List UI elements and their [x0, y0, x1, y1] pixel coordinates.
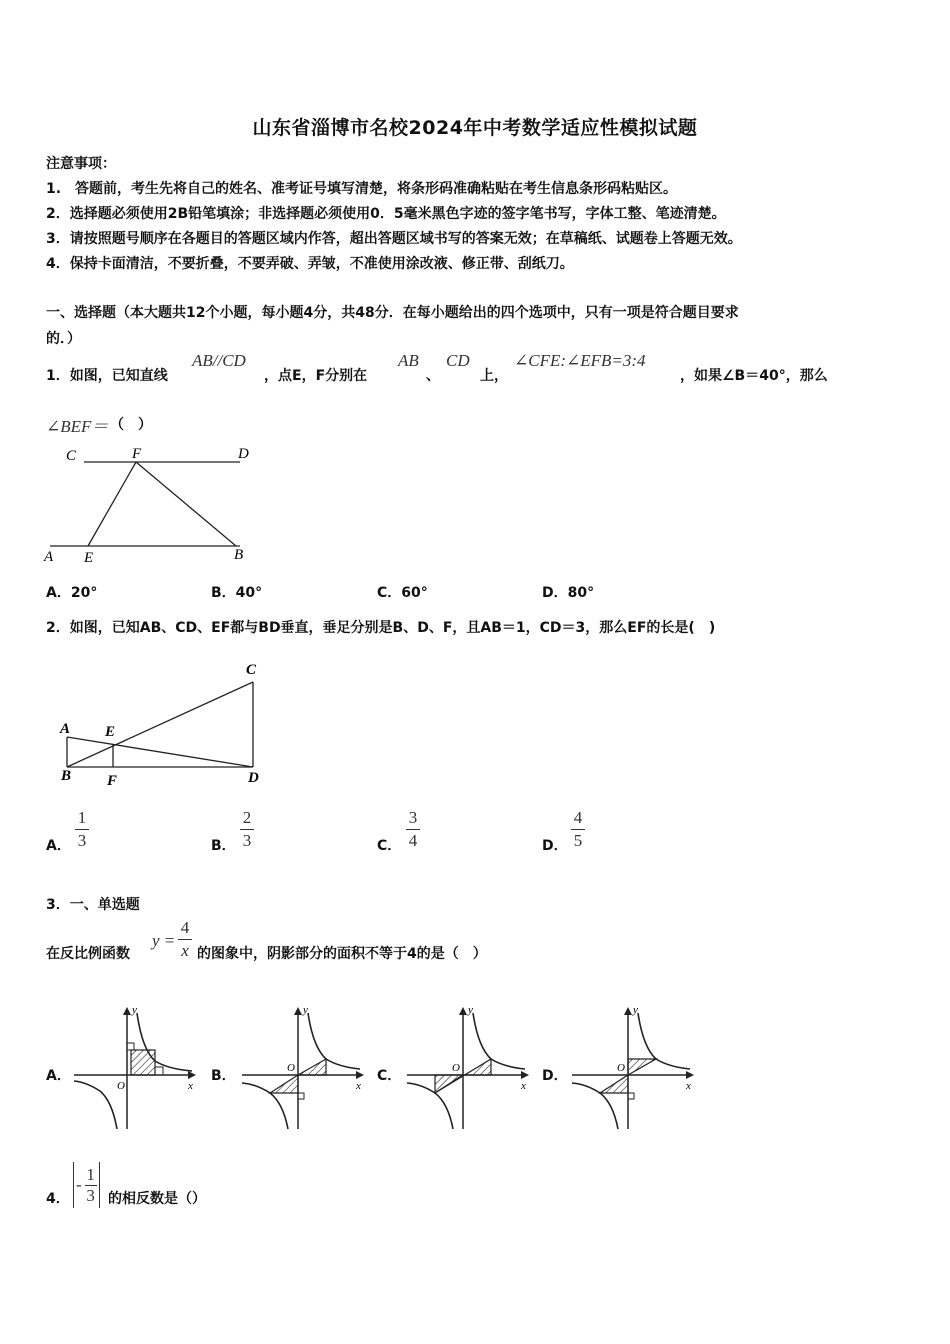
- q3-graph-a: [70, 1003, 205, 1135]
- segment-fb: [136, 462, 236, 546]
- q3-heading: 3．一、单选题: [46, 897, 140, 913]
- q3-option-a[interactable]: A．: [46, 1068, 71, 1084]
- q1-option-b[interactable]: B．40°: [211, 585, 263, 601]
- q2-option-c-fraction[interactable]: [406, 808, 420, 851]
- q3-graph-b: [238, 1003, 373, 1135]
- q2-figure: [55, 655, 275, 790]
- q1-segment-cd: CD: [446, 351, 470, 370]
- q2-text: 2．如图，已知AB、CD、EF都与BD垂直，垂足分别是B、D、F，且AB＝1，CD＝3，那么EF的长是( ): [46, 620, 716, 636]
- denominator: x: [181, 941, 189, 960]
- notice-item: 4．保持卡面清洁，不要折叠，不要弄破、弄皱，不准使用涂改液、修正带、刮纸刀。: [46, 256, 574, 272]
- axis-label-y: y: [468, 1004, 473, 1016]
- q2-option-c-label[interactable]: C．: [377, 838, 402, 854]
- axis-label-y: y: [633, 1004, 638, 1016]
- notice-item: 2．选择题必须使用2B铅笔填涂；非选择题必须使用0．5毫米黑色字迹的签字笔书写，字体工整、笔迹清楚。: [46, 206, 726, 222]
- numerator: 4: [180, 918, 190, 937]
- q1-ask-paren: （ ）: [110, 417, 152, 433]
- axis-label-y: y: [303, 1004, 308, 1016]
- q1-option-c[interactable]: C．60°: [377, 585, 428, 601]
- q4-text: 的相反数是（）: [108, 1191, 206, 1207]
- axis-label-y: y: [132, 1004, 137, 1016]
- q3-prefix: 在反比例函数: [46, 946, 130, 962]
- q1-ask-angle: ∠BEF＝: [46, 417, 109, 436]
- axis-label-x: x: [521, 1080, 526, 1092]
- point-label-b: B: [61, 768, 72, 784]
- denominator: 3: [86, 1185, 95, 1205]
- denominator: 4: [408, 831, 418, 850]
- q1-option-d[interactable]: D．80°: [542, 585, 595, 601]
- q2-option-a-fraction[interactable]: [75, 808, 89, 851]
- axis-label-x: x: [188, 1080, 193, 1092]
- q2-option-a-label[interactable]: A．: [46, 838, 71, 854]
- q2-option-d-fraction[interactable]: [571, 808, 585, 851]
- q2-option-b-fraction[interactable]: [240, 808, 254, 851]
- q1-text-2: ，点E，F分别在: [264, 368, 368, 384]
- point-label-f: F: [107, 773, 118, 789]
- segment-fe: [88, 462, 136, 546]
- q1-parallel-condition: AB//CD: [192, 351, 246, 370]
- segment-bc: [67, 682, 253, 767]
- page-title: 山东省淄博市名校2024年中考数学适应性模拟试题: [252, 117, 698, 139]
- q3-option-c[interactable]: C．: [377, 1068, 402, 1084]
- q1-segment-ab: AB: [398, 351, 419, 370]
- notice-item: 1. 答题前，考生先将自己的姓名、准考证号填写清楚，将条形码准确粘贴在考生信息条形码粘贴区。: [46, 181, 678, 197]
- point-label-d: D: [238, 446, 249, 462]
- point-label-a: A: [60, 721, 71, 737]
- q1-option-a[interactable]: A．20°: [46, 585, 98, 601]
- q2-option-b-label[interactable]: B．: [211, 838, 236, 854]
- section-heading: 一、选择题（本大题共12个小题，每小题4分，共48分．在每小题给出的四个选项中，只有一项是符合题目要求: [46, 305, 739, 321]
- axis-label-x: x: [356, 1080, 361, 1092]
- section-heading-cont: 的．）: [46, 331, 81, 347]
- q1-text-3: 上，: [480, 368, 508, 384]
- q1-angle-ratio: ∠CFE:∠EFB=3:4: [514, 351, 646, 370]
- q3-function-fraction: [178, 918, 192, 961]
- q3-option-d[interactable]: D．: [542, 1068, 568, 1084]
- origin-label: O: [452, 1062, 460, 1074]
- point-label-e: E: [105, 724, 116, 740]
- denominator: 3: [77, 831, 87, 850]
- q4-absolute-value: [73, 1162, 100, 1208]
- q3-suffix: 的图象中，阴影部分的面积不等于4的是（ ）: [197, 946, 487, 962]
- q3-option-b[interactable]: B．: [211, 1068, 236, 1084]
- point-label-c: C: [66, 448, 77, 464]
- numerator: 4: [573, 808, 583, 827]
- point-label-a: A: [44, 549, 54, 565]
- origin-label: O: [617, 1062, 625, 1074]
- q1-prefix: 1．如图，已知直线: [46, 368, 168, 384]
- minus-sign: -: [76, 1175, 82, 1194]
- q4-label: 4．: [46, 1191, 70, 1207]
- q3-graph-c: [403, 1003, 538, 1135]
- q1-separator: 、: [426, 368, 440, 384]
- notice-heading: 注意事项：: [46, 156, 116, 172]
- axis-label-x: x: [686, 1080, 691, 1092]
- denominator: 3: [242, 831, 252, 850]
- point-label-f: F: [132, 446, 142, 462]
- point-label-d: D: [248, 770, 259, 786]
- numerator: 1: [77, 808, 87, 827]
- origin-label: O: [287, 1062, 295, 1074]
- notice-item: 3．请按照题号顺序在各题目的答题区域内作答，超出答题区域书写的答案无效；在草稿纸、试题卷上答题无效。: [46, 231, 742, 247]
- numerator: 1: [86, 1164, 95, 1184]
- point-label-e: E: [84, 550, 94, 566]
- segment-ad: [67, 737, 253, 767]
- denominator: 5: [573, 831, 583, 850]
- numerator: 2: [242, 808, 252, 827]
- point-label-c: C: [246, 662, 257, 678]
- q1-figure: [40, 440, 260, 570]
- q1-text-4: ，如果∠B＝40°，那么: [680, 368, 828, 384]
- q2-option-d-label[interactable]: D．: [542, 838, 568, 854]
- q3-graph-d: [568, 1003, 703, 1135]
- q4-fraction: [85, 1165, 97, 1206]
- origin-label: O: [117, 1080, 125, 1092]
- q3-function-lhs: y =: [152, 931, 176, 950]
- numerator: 3: [408, 808, 418, 827]
- point-label-b: B: [234, 547, 244, 563]
